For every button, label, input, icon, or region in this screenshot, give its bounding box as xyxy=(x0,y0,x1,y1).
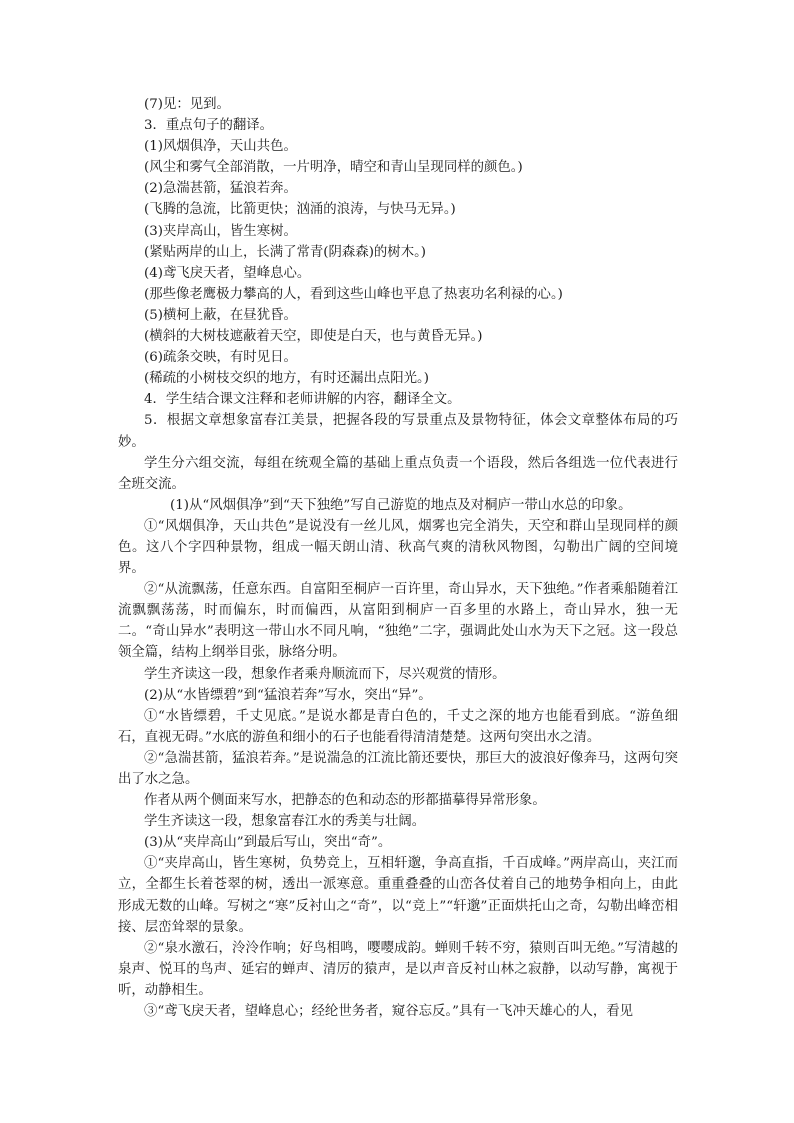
sentence-3: (3)夹岸高山，皆生寒树。 xyxy=(144,223,297,239)
part-2-reading: 学生齐读这一段，想象富春江水的秀美与壮阔。 xyxy=(144,814,426,830)
part-1-reading: 学生齐读这一段，想象作者乘舟顺流而下，尽兴观赏的情形。 xyxy=(144,666,506,682)
sentence-1: (1)风烟俱净，天山共色。 xyxy=(144,139,297,155)
part-3-point-1: ①“夹岸高山，皆生寒树，负势竞上，互相轩邈，争高直指，千百成峰。”两岸高山，夹江而立，全都生长着苍翠的树，透出一派寒意。重重叠叠的山峦各仗着自己的地势争相向上，由此形成无数的山峰。写树之“寒”反衬山之“奇”，以“竞上”“轩邈”正面烘托山之奇，勾勒出峰峦相接、层峦耸翠的景象。 xyxy=(118,856,678,935)
section-heading-5: 5．根据文章想象富春江美景，把握各段的写景重点及景物特征，体会文章整体布局的巧妙。 xyxy=(118,413,678,450)
document-page xyxy=(118,94,678,1022)
translation-5: (横斜的大树枝遮蔽着天空，即使是白天，也与黄昏无异。) xyxy=(144,329,483,345)
part-1-point-2: ②“从流飘荡，任意东西。自富阳至桐庐一百许里，奇山异水，天下独绝。”作者乘船随着江流飘飘荡荡，时而偏东，时而偏西，从富阳到桐庐一百多里的水路上，奇山异水，独一无二。“奇山异水”表明这一带山水不同凡响，“独绝”二字，强调此处山水为天下之冠。这一段总领全篇，结构上纲举目张，脉络分明。 xyxy=(118,582,678,661)
translation-4: (那些像老鹰极力攀高的人，看到这些山峰也平息了热衷功名利禄的心。) xyxy=(144,286,563,302)
part-1-point-1: ①“风烟俱净，天山共色”是说没有一丝儿风，烟雾也完全消失，天空和群山呈现同样的颜色。这八个字四种景物，组成一幅天朗山清、秋高气爽的清秋风物图，勾勒出广阔的空间境界。 xyxy=(118,518,678,577)
sentence-5: (5)横柯上蔽，在昼犹昏。 xyxy=(144,307,297,323)
sentence-6: (6)疏条交映，有时见日。 xyxy=(144,350,297,366)
part-3-point-2: ②“泉水激石，泠泠作响；好鸟相鸣，嘤嘤成韵。蝉则千转不穷，猿则百叫无绝。”写清越的泉声、悦耳的鸟声、延宕的蝉声、清厉的猿声，是以声音反衬山林之寂静，以动写静，寓视于听，动静相生。 xyxy=(118,940,678,998)
translation-1: (风尘和雾气全部消散，一片明净，晴空和青山呈现同样的颜色。) xyxy=(144,160,523,176)
translation-6: (稀疏的小树枝交织的地方，有时还漏出点阳光。) xyxy=(144,371,429,387)
part-1-heading: (1)从“风烟俱净”到“天下独绝”写自己游览的地点及对桐庐一带山水总的印象。 xyxy=(170,497,632,513)
part-2-heading: (2)从“水皆缥碧”到“猛浪若奔”写水，突出“异”。 xyxy=(144,687,432,703)
part-2-summary: 作者从两个侧面来写水，把静态的色和动态的形都描摹得异常形象。 xyxy=(144,793,546,809)
part-2-point-1: ①“水皆缥碧，千丈见底。”是说水都是青白色的，千丈之深的地方也能看到底。“游鱼细石，直视无碍。”水底的游鱼和细小的石子也能看得清清楚楚。这两句突出水之清。 xyxy=(118,708,678,745)
vocab-item-7: (7)见：见到。 xyxy=(144,97,230,112)
part-3-heading: (3)从“夹岸高山”到最后写山，突出“奇”。 xyxy=(144,835,392,851)
section-heading-3: 3．重点句子的翻译。 xyxy=(144,118,274,134)
part-2-point-2: ②“急湍甚箭，猛浪若奔。”是说湍急的江流比箭还要快，那巨大的波浪好像奔马，这两句突出了水之急。 xyxy=(118,750,678,787)
part-3-point-3: ③“鸢飞戾天者，望峰息心；经纶世务者，窥谷忘反。”具有一飞冲天雄心的人，看见 xyxy=(144,1004,634,1020)
translation-3: (紧贴两岸的山上，长满了常青(阴森森)的树木。) xyxy=(144,244,427,260)
translation-2: (飞腾的急流，比箭更快；汹涌的浪涛，与快马无异。) xyxy=(144,202,456,218)
sentence-2: (2)急湍甚箭，猛浪若奔。 xyxy=(144,181,297,197)
group-exchange-paragraph: 学生分六组交流，每组在统观全篇的基础上重点负责一个语段，然后各组选一位代表进行全班交流。 xyxy=(118,455,678,492)
section-heading-4: 4．学生结合课文注释和老师讲解的内容，翻译全文。 xyxy=(144,392,461,408)
sentence-4: (4)鸢飞戾天者，望峰息心。 xyxy=(144,265,311,281)
